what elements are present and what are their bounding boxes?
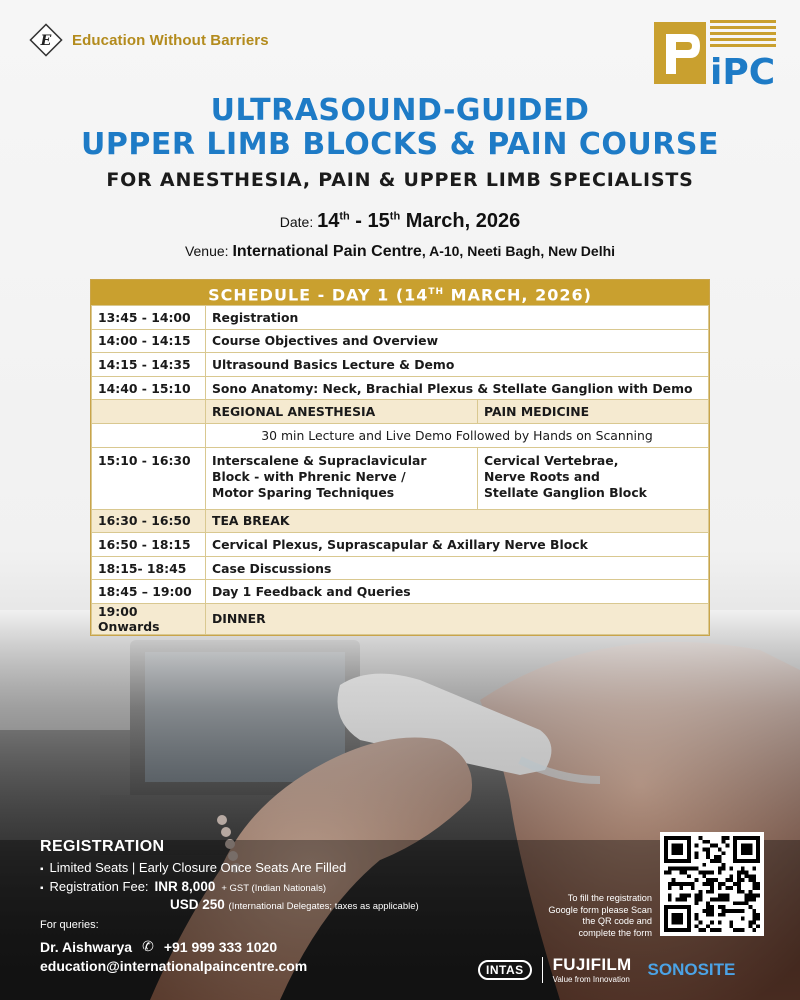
table-row: 14:40 - 15:10 Sono Anatomy: Neck, Brachial Plexus & Stellate Ganglion with Demo (92, 376, 709, 400)
registration-qr-code[interactable] (660, 832, 764, 936)
queries-label: For queries: (40, 919, 99, 931)
bullet-icon: ▪ (40, 883, 44, 894)
table-row: 13:45 - 14:00 Registration (92, 306, 709, 330)
course-subtitle: FOR ANESTHESIA, PAIN & UPPER LIMB SPECIALISTS (106, 169, 694, 191)
brand-tagline: Education Without Barriers (72, 31, 269, 49)
registration-fee-label: Registration Fee: (49, 879, 149, 894)
fujifilm-logo: FUJIFILM Value from Innovation (552, 955, 632, 984)
schedule-heading: SCHEDULE - DAY 1 (14TH MARCH, 2026) (91, 280, 709, 305)
table-row: 18:45 – 19:00 Day 1 Feedback and Queries (92, 580, 709, 604)
contact-name: Dr. Aishwarya (40, 938, 133, 955)
table-row: 14:00 - 14:15 Course Objectives and Overview (92, 329, 709, 353)
contact-line (40, 938, 277, 955)
table-row: 19:00 Onwards DINNER (92, 603, 709, 634)
bullet-icon: ▪ (40, 864, 44, 875)
intas-logo: INTAS (478, 960, 532, 980)
sponsor-logos (478, 955, 735, 984)
divider (542, 957, 543, 983)
pain-session: Cervical Vertebrae, Nerve Roots and Stellate Ganglion Block (478, 447, 709, 509)
event-venue: Venue: International Pain Centre, A-10, Neeti Bagh, New Delhi (184, 243, 616, 260)
event-date: Date: 14th - 15th March, 2026 (279, 210, 521, 232)
pain-medicine-header: PAIN MEDICINE (478, 400, 709, 424)
registration-seats-note: Limited Seats | Early Closure Once Seats Are Filled (49, 860, 347, 875)
svg-text:E: E (40, 33, 52, 49)
contact-phone[interactable]: +91 999 333 1020 (163, 938, 278, 955)
contact-email[interactable]: education@internationalpaincentre.com (40, 958, 308, 974)
phone-icon: ✆ (142, 938, 154, 954)
course-title-line1: ULTRASOUND-GUIDED (210, 93, 590, 128)
regional-session: Interscalene & Supraclavicular Block - with Phrenic Nerve / Motor Sparing Techniques (206, 447, 478, 509)
table-row: 16:50 - 18:15 Cervical Plexus, Suprascapular & Axillary Nerve Block (92, 533, 709, 557)
education-logo-icon (28, 22, 64, 58)
svg-text:iPC: iPC (710, 52, 776, 88)
course-title-line2: UPPER LIMB BLOCKS & PAIN COURSE (81, 127, 719, 162)
registration-section (40, 838, 346, 894)
split-session-row: 15:10 - 16:30 Interscalene & Supraclavicular Block - with Phrenic Nerve / Motor Sparing Techniques Cervical Vertebrae, Nerve Roots and Stellate Ganglion Block (92, 447, 709, 509)
education-without-barriers-brand (28, 22, 269, 58)
regional-anesthesia-header: REGIONAL ANESTHESIA (206, 400, 478, 424)
table-row: 14:15 - 14:35 Ultrasound Basics Lecture & Demo (92, 353, 709, 377)
fee-usd: USD 250 (170, 897, 225, 912)
fee-usd-note: (International Delegates; taxes as applicable) (228, 901, 419, 912)
note-row: 30 min Lecture and Live Demo Followed by Hands on Scanning (92, 423, 709, 447)
sonosite-logo: SONOSITE (647, 959, 736, 979)
registration-title: REGISTRATION (40, 838, 165, 855)
qr-instructions: To fill the registration Google form please Scan the QR code and complete the form (548, 893, 652, 938)
schedule-table (90, 279, 710, 636)
table-row: 16:30 - 16:50 TEA BREAK (92, 509, 709, 533)
fee-inr: INR 8,000 (154, 879, 216, 894)
fee-inr-note: + GST (Indian Nationals) (221, 883, 326, 894)
table-row: 18:15- 18:45 Case Discussions (92, 556, 709, 580)
fee-usd-line (170, 897, 419, 912)
split-header-row (92, 400, 709, 424)
ipc-logo (654, 18, 776, 88)
